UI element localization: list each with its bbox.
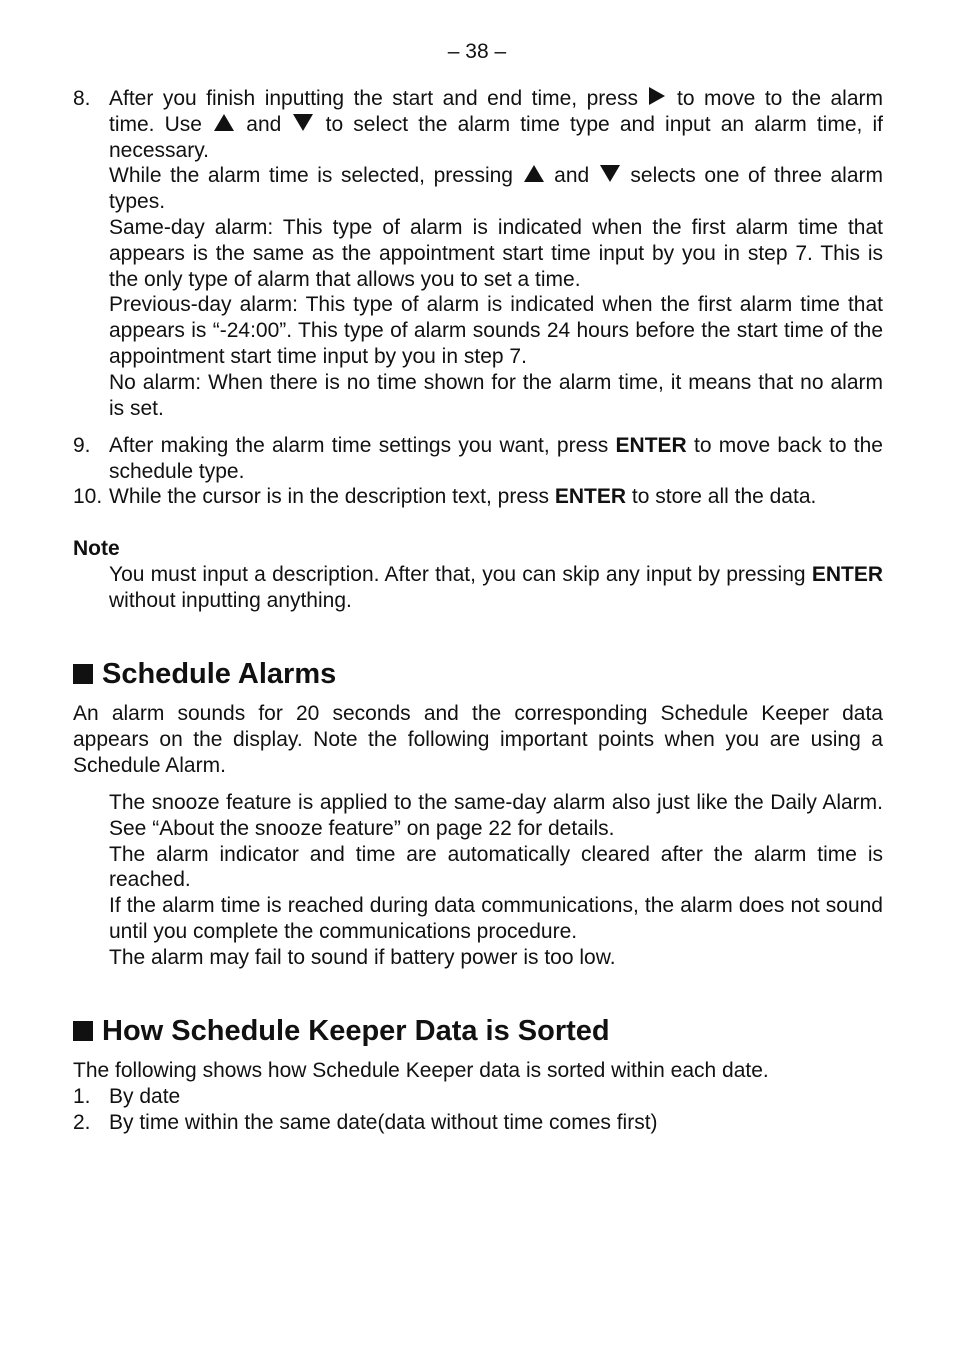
list-item: The alarm may fail to sound if battery power is too low. (109, 945, 616, 969)
black-square-icon (73, 1021, 93, 1041)
step-8-line-3: necessary. (109, 138, 209, 162)
note (73, 536, 883, 613)
list-item: 1. By date (73, 1085, 181, 1108)
step-8-line-4: While the alarm time is selected, pressing and selects one of three alarm (109, 164, 884, 188)
enter-key-label: ENTER (554, 485, 627, 508)
same-day-alarm-text: Same-day alarm: This type of alarm is indicated when the first alarm time that appears is the same as the appointment start time input by you in step 7. This is the only type of alarm that allows you to set a time. (109, 215, 883, 291)
triangle-down-icon (293, 114, 313, 131)
step-9: 9. After making the alarm time settings you want, press ENTER to move back to the schedule type. (73, 434, 883, 483)
note-title: Note (73, 537, 120, 560)
step-8-line-1: After you finish inputting the start and end time, press to move to the alarm (109, 87, 884, 110)
page-number: – 38 – (447, 40, 507, 63)
note-text: You must input a description. After that, you can skip any input by pressing ENTER without inputting anything. (109, 562, 883, 612)
list-item: The snooze feature is applied to the same-day alarm also just like the Daily Alarm. See “About the snooze feature” on page 22 for details. (109, 791, 883, 840)
section-heading: How Schedule Keeper Data is Sorted (73, 1014, 883, 1048)
step-8 (73, 86, 883, 421)
step-number: 10. (73, 485, 103, 508)
sorted-list (73, 1084, 883, 1136)
no-alarm-text: No alarm: When there is no time shown for the alarm time, it means that no alarm is set. (109, 370, 883, 420)
step-number: 8. (73, 87, 91, 110)
triangle-up-icon (524, 165, 544, 182)
step-8-line-2: time. Use and to select the alarm time type and input an alarm time, if (109, 112, 883, 136)
enter-key-label: ENTER (811, 562, 883, 586)
black-square-icon (73, 664, 93, 684)
previous-day-alarm-text: Previous-day alarm: This type of alarm is indicated when the first alarm time that appears is “-24:00”. This type of alarm sounds 24 hours before the start time of the appointment start time input by you in step 7. (109, 293, 883, 368)
step-number: 9. (73, 434, 91, 457)
triangle-right-icon (649, 87, 665, 105)
sorted-intro: The following shows how Schedule Keeper data is sorted within each date. (73, 1059, 769, 1082)
schedule-alarms-intro: An alarm sounds for 20 seconds and the corresponding Schedule Keeper data appears on the display. Note the following important points when you are using a Schedule Alarm. (73, 702, 883, 777)
list-item: If the alarm time is reached during data communications, the alarm does not sound until you complete the communications procedure. (109, 894, 883, 943)
step-8-line-5: types. (109, 190, 166, 214)
list-item: The alarm indicator and time are automatically cleared after the alarm time is reached. (109, 842, 883, 892)
section-heading: Schedule Alarms (73, 657, 883, 691)
sorted-section (73, 1014, 883, 1048)
schedule-alarms-points (73, 790, 883, 971)
list-item: 2. By time within the same date(data without time comes first) (73, 1110, 658, 1134)
schedule-alarms-section (73, 657, 883, 691)
triangle-down-icon (600, 165, 620, 182)
triangle-up-icon (214, 114, 234, 131)
step-10: 10. While the cursor is in the description text, press ENTER to store all the data. (73, 485, 817, 508)
enter-key-label: ENTER (615, 434, 687, 457)
